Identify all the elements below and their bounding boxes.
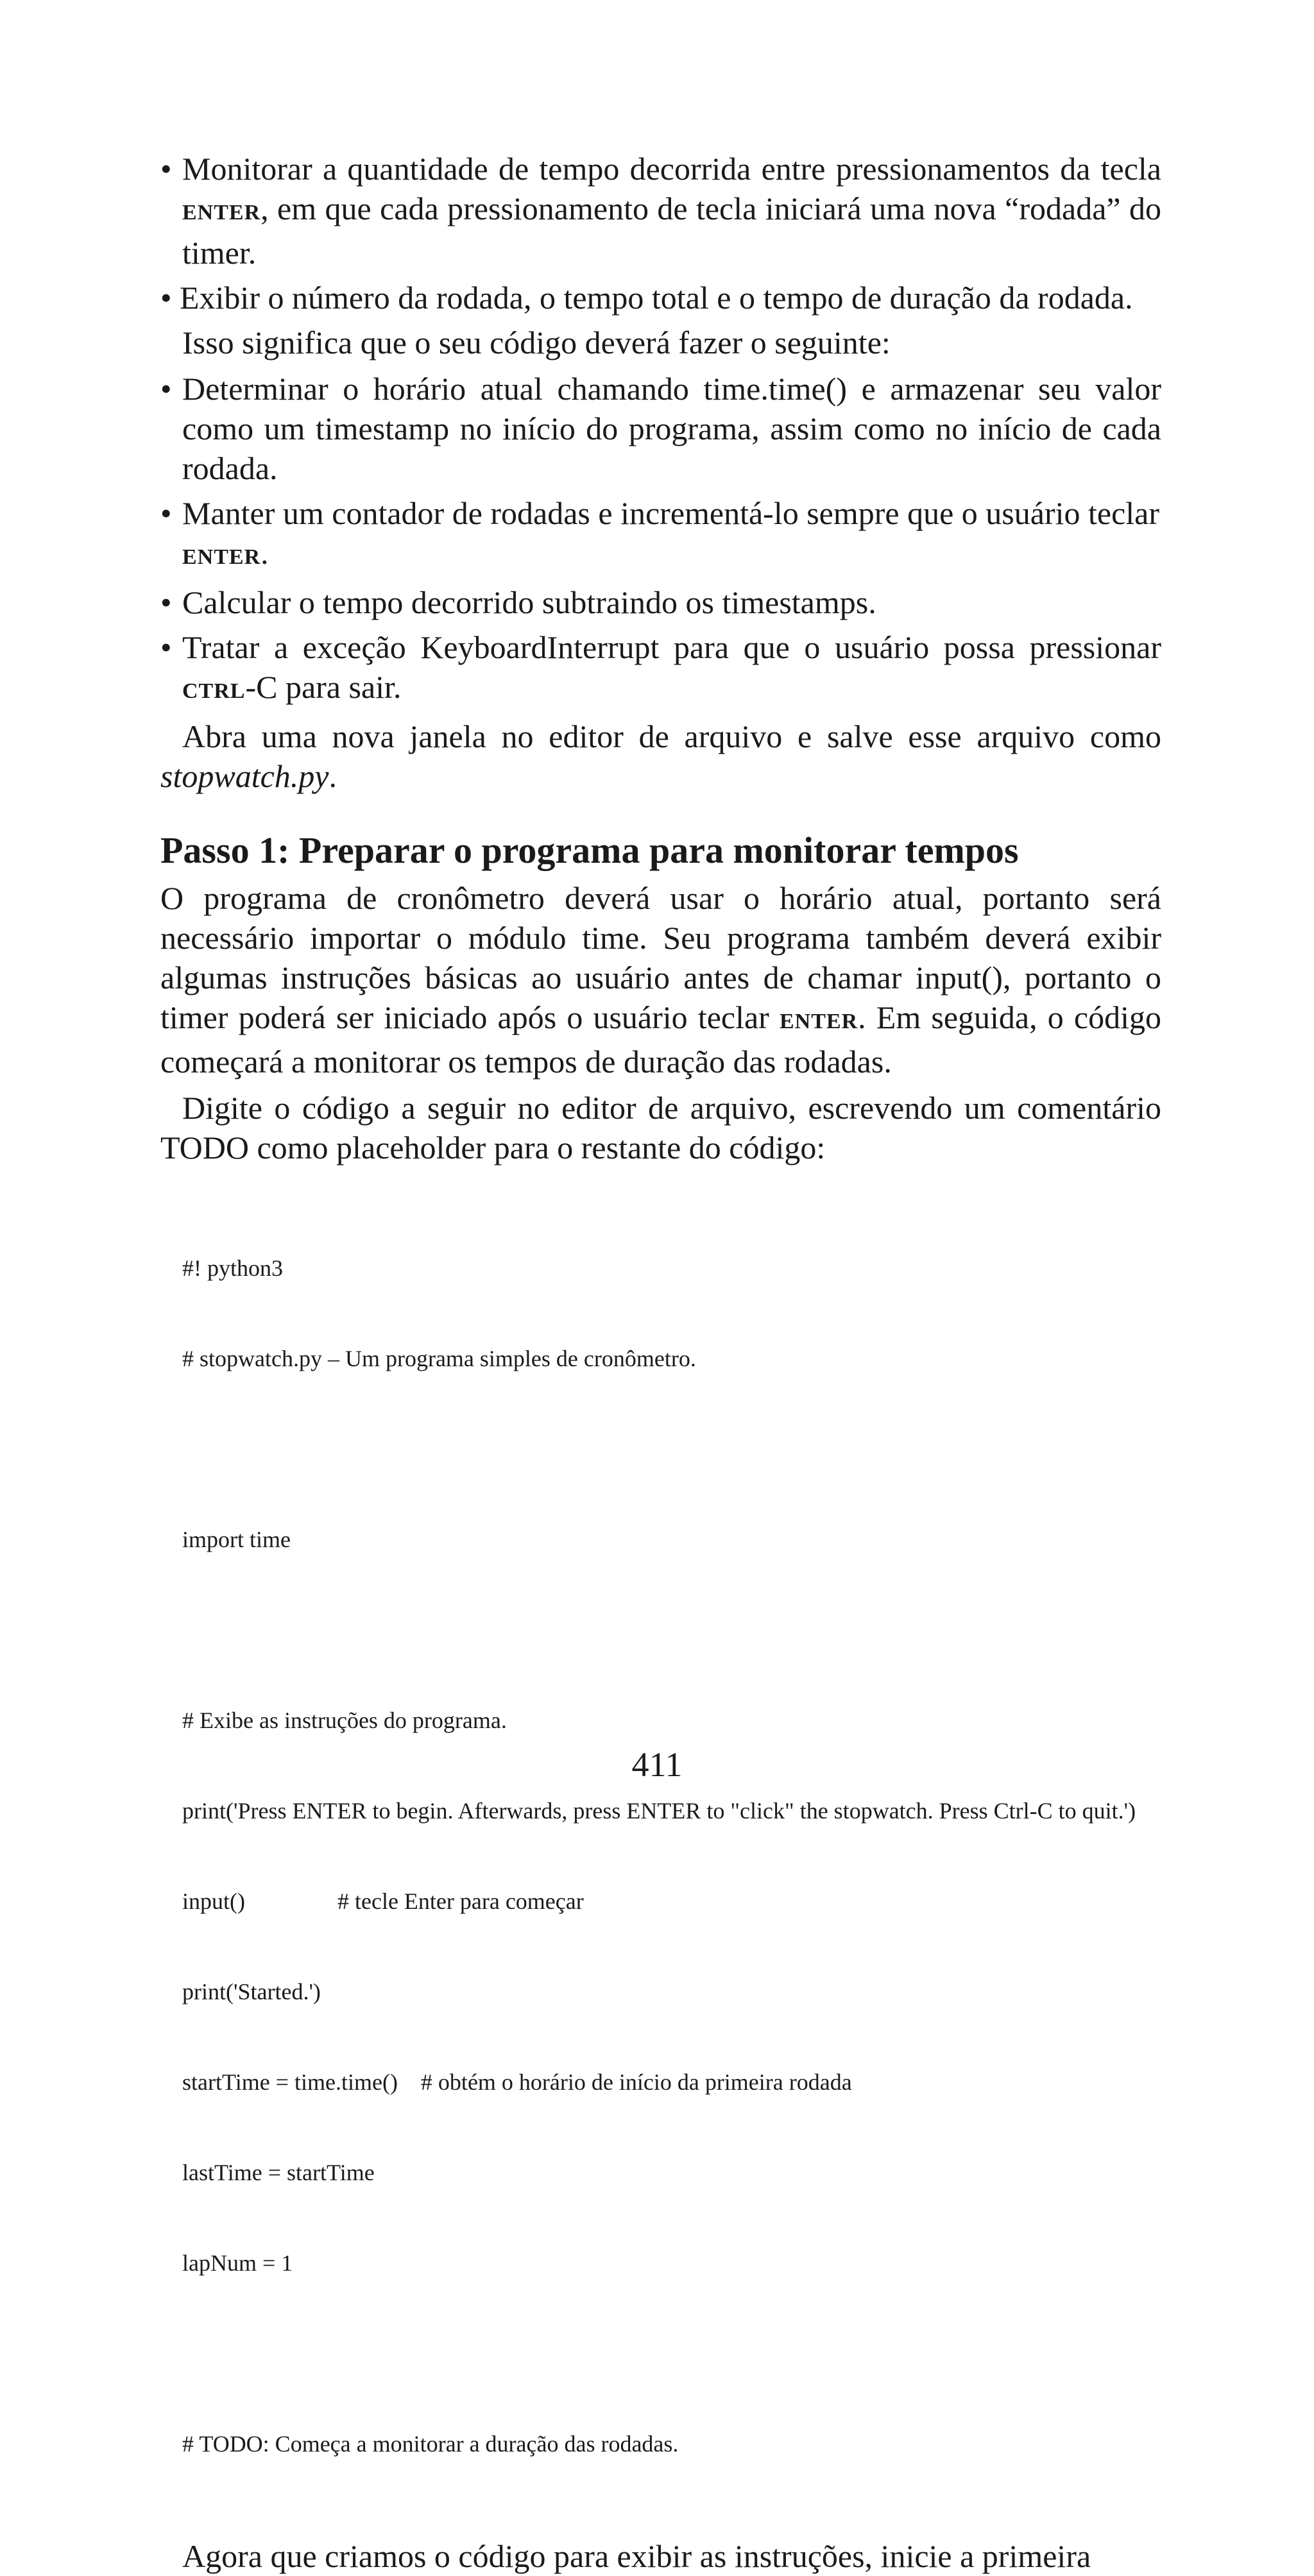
save-paragraph: Abra uma nova janela no editor de arquivo e salve esse arquivo como stopwatch.py. <box>160 718 1161 794</box>
code-line <box>182 1615 1161 1645</box>
paragraph: O programa de cronômetro deverá usar o horário atual, portanto será necessário importar o módulo time. Seu programa também deverá exibir algumas instruções básicas ao usuário antes de chamar input(), portanto o timer poderá ser iniciado após o usuário teclar ENTER. Em seguida, o código começará a monitorar os tempos de duração das rodadas. <box>160 880 1161 1080</box>
code-line <box>182 2339 1161 2369</box>
code-line: # Exibe as instruções do programa. <box>182 1707 507 1733</box>
bullet-dot: • <box>160 151 172 187</box>
code-line: # TODO: Começa a monitorar a duração das rodadas. <box>182 2431 679 2457</box>
code-line: import time <box>182 1527 291 1552</box>
page-body <box>160 149 1161 2576</box>
code-line: lapNum = 1 <box>182 2250 293 2276</box>
code-block <box>182 1193 1161 2520</box>
filename: stopwatch.py <box>160 758 329 794</box>
bullet-dot: • <box>160 629 172 665</box>
key-enter: ENTER <box>779 1010 858 1033</box>
bullet-item: • Determinar o horário atual chamando time.time() e armazenar seu valor como um timestamp no início do programa, assim como no início de cada rodada. <box>160 369 1161 488</box>
paragraph: Digite o código a seguir no editor de arquivo, escrevendo um comentário TODO como placeholder para o restante do código: <box>160 1090 1161 1165</box>
code-line: input() # tecle Enter para começar <box>182 1888 584 1914</box>
code-line: #! python3 <box>182 1255 283 1281</box>
key-enter: ENTER <box>182 201 261 225</box>
bullet-dot: • <box>160 371 172 407</box>
code-line: print('Started.') <box>182 1979 321 2004</box>
bullet-item: • Exibir o número da rodada, o tempo total e o tempo de duração da rodada. <box>160 278 1161 318</box>
code-line: startTime = time.time() # obtém o horário de início da primeira rodada <box>182 2069 852 2095</box>
code-line: print('Press ENTER to begin. Afterwards, press ENTER to "click" the stopwatch. Press Ctrl-C to quit.') <box>182 1798 1136 1824</box>
key-ctrl: CTRL <box>182 679 246 703</box>
intro-text: Isso significa que o seu código deverá fazer o seguinte: <box>182 325 891 360</box>
bullet-item: • Manter um contador de rodadas e incrementá-lo sempre que o usuário teclar ENTER. <box>160 493 1161 577</box>
bullet-item: • Monitorar a quantidade de tempo decorrida entre pressionamentos da tecla ENTER, em que cada pressionamento de tecla iniciará uma nova “rodada” do timer. <box>160 149 1161 273</box>
bullet-item: • Tratar a exceção KeyboardInterrupt para que o usuário possa pressionar CTRL-C para sair. <box>160 627 1161 711</box>
bullet-dot: • <box>160 584 172 620</box>
key-enter: ENTER <box>182 545 261 569</box>
paragraph: Agora que criamos o código para exibir as instruções, inicie a primeira <box>182 2538 1091 2574</box>
bullet-dot: • <box>160 280 172 316</box>
bullet-item: • Calcular o tempo decorrido subtraindo os timestamps. <box>160 582 1161 622</box>
section-heading: Passo 1: Preparar o programa para monitorar tempos <box>160 829 1019 871</box>
code-line: lastTime = startTime <box>182 2160 375 2185</box>
code-line: # stopwatch.py – Um programa simples de cronômetro. <box>182 1346 696 1371</box>
bullet-dot: • <box>160 495 172 531</box>
code-line <box>182 1434 1161 1464</box>
page-number: 411 <box>631 1745 683 1784</box>
